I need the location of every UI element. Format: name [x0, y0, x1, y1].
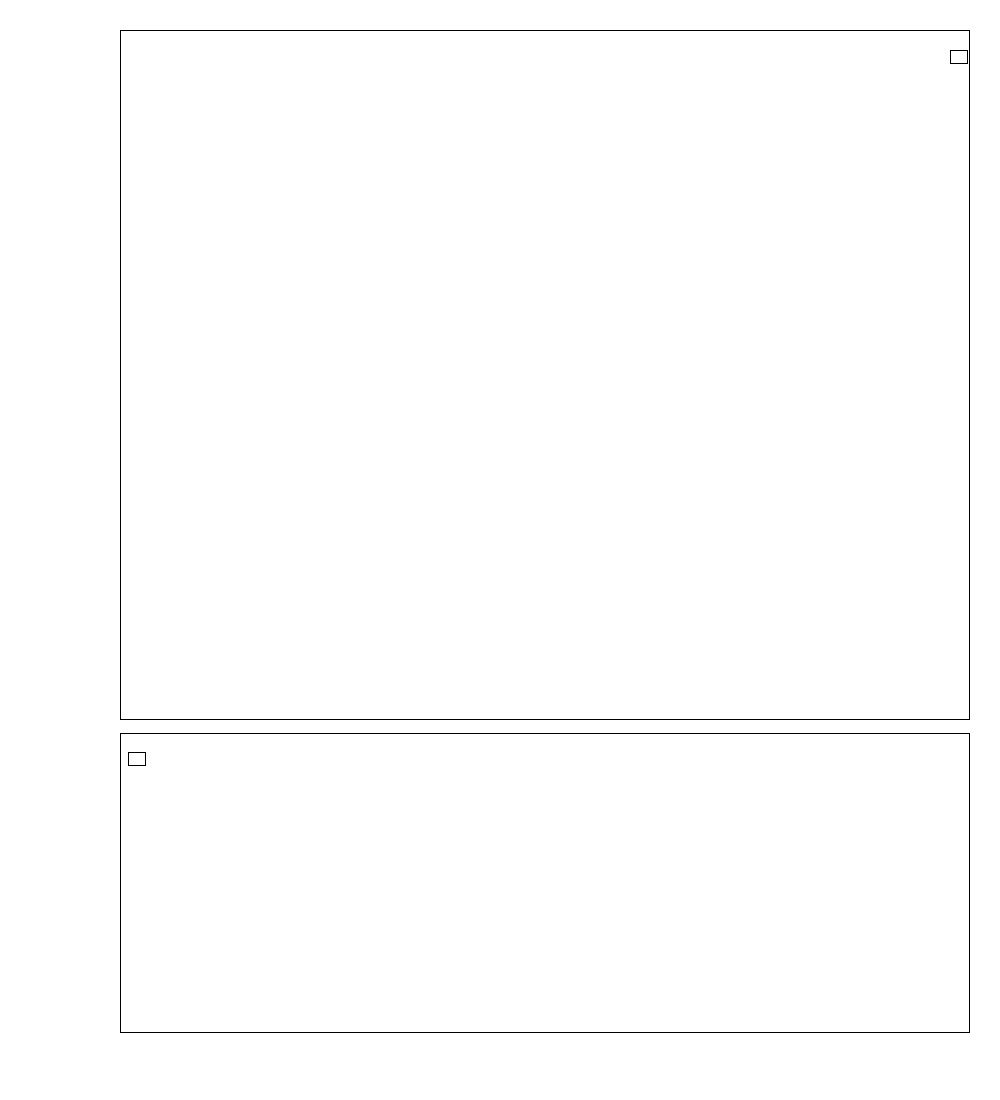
incremental-rate-plot: [120, 30, 970, 720]
rupture-count-plot: [120, 733, 970, 1033]
bottom-legend: [128, 752, 146, 766]
top-legend: [950, 50, 968, 64]
